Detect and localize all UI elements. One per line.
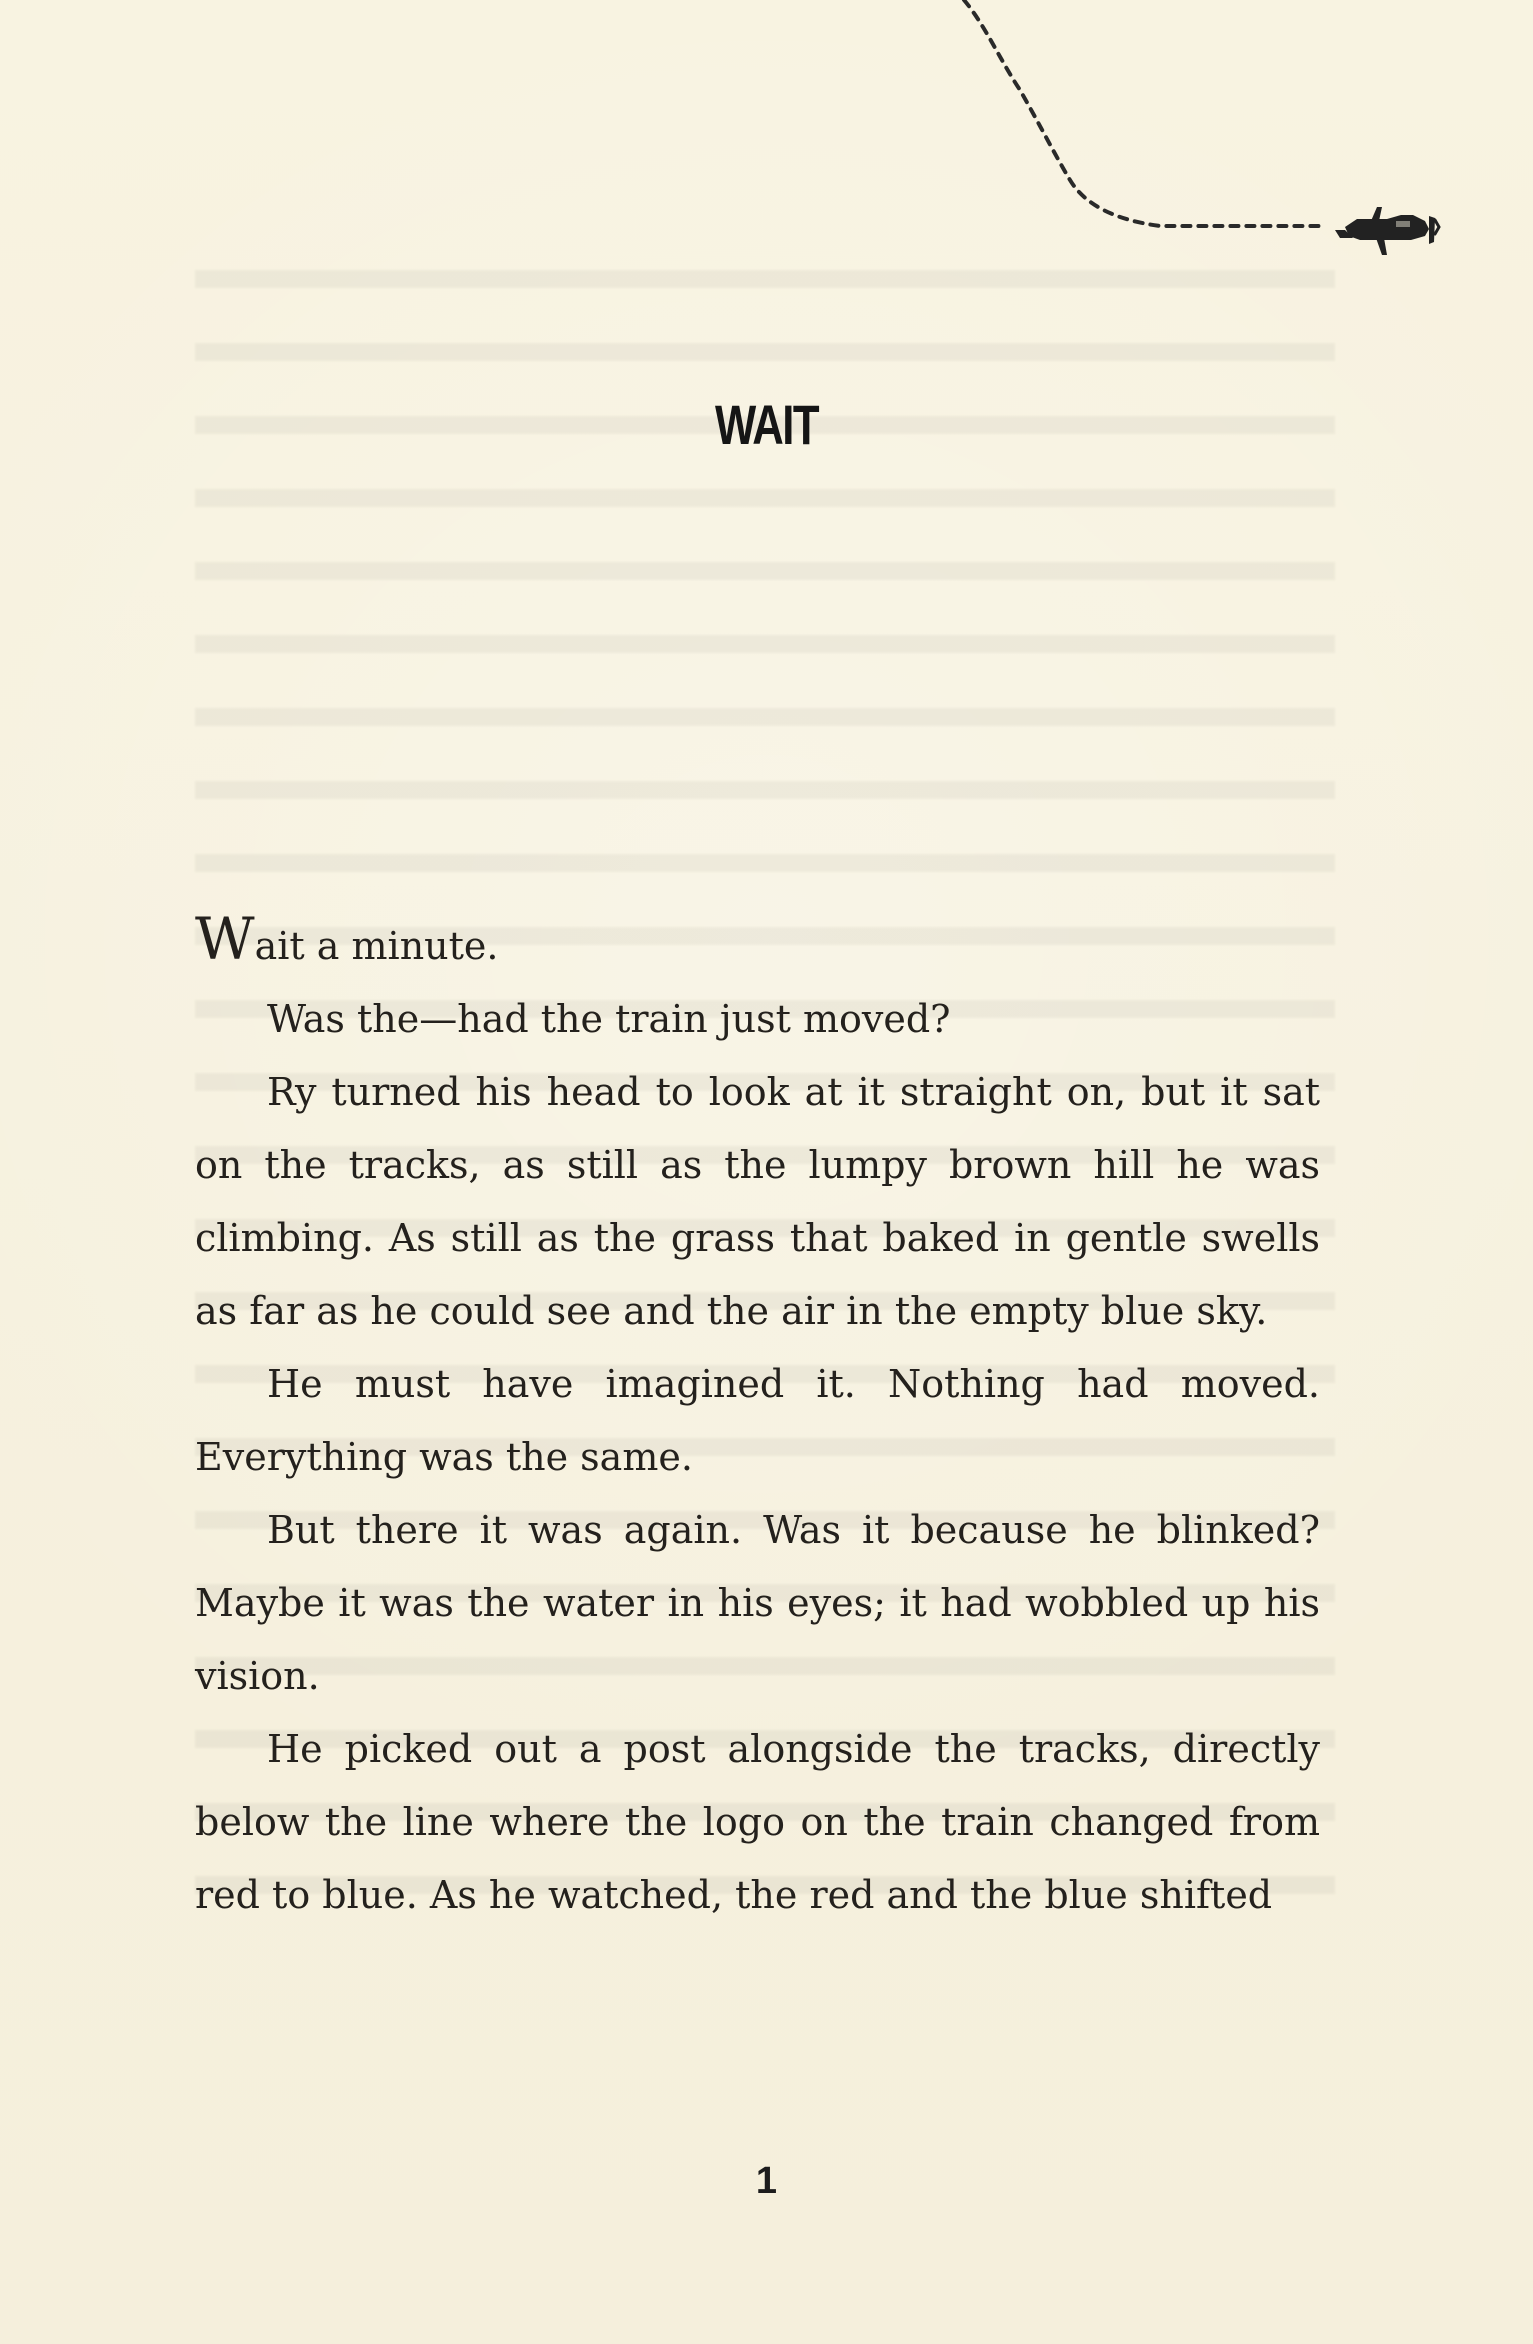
paragraph-1-text: ait a minute. [254, 924, 499, 968]
paragraph-1 [195, 905, 1320, 983]
chapter-title: WAIT [715, 393, 818, 456]
paragraph-3: Ry turned his head to look at it straight on, but it sat on the tracks, as still as the lumpy brown hill he was climbing. As still as the grass that baked in gentle swells as far as he could see and the air in the empty blue sky. [195, 1070, 1320, 1333]
paragraph-6: He picked out a post alongside the tracks, directly below the line where the logo on the train changed from red to blue. As he watched, the red and the blue shifted [195, 1727, 1320, 1917]
flight-path [964, 0, 1322, 226]
flight-decoration [930, 0, 1490, 300]
drop-cap: W [195, 905, 255, 973]
paragraph-2: Was the—had the train just moved? [267, 997, 951, 1041]
page-number: 1 [755, 2160, 778, 2202]
airplane-icon [1335, 207, 1439, 255]
paragraph-5: But there it was again. Was it because he blinked? Maybe it was the water in his eyes; it had wobbled up his vision. [195, 1508, 1320, 1698]
chapter-text [195, 905, 1320, 1932]
paragraph-4: He must have imagined it. Nothing had moved. Everything was the same. [195, 1362, 1320, 1479]
